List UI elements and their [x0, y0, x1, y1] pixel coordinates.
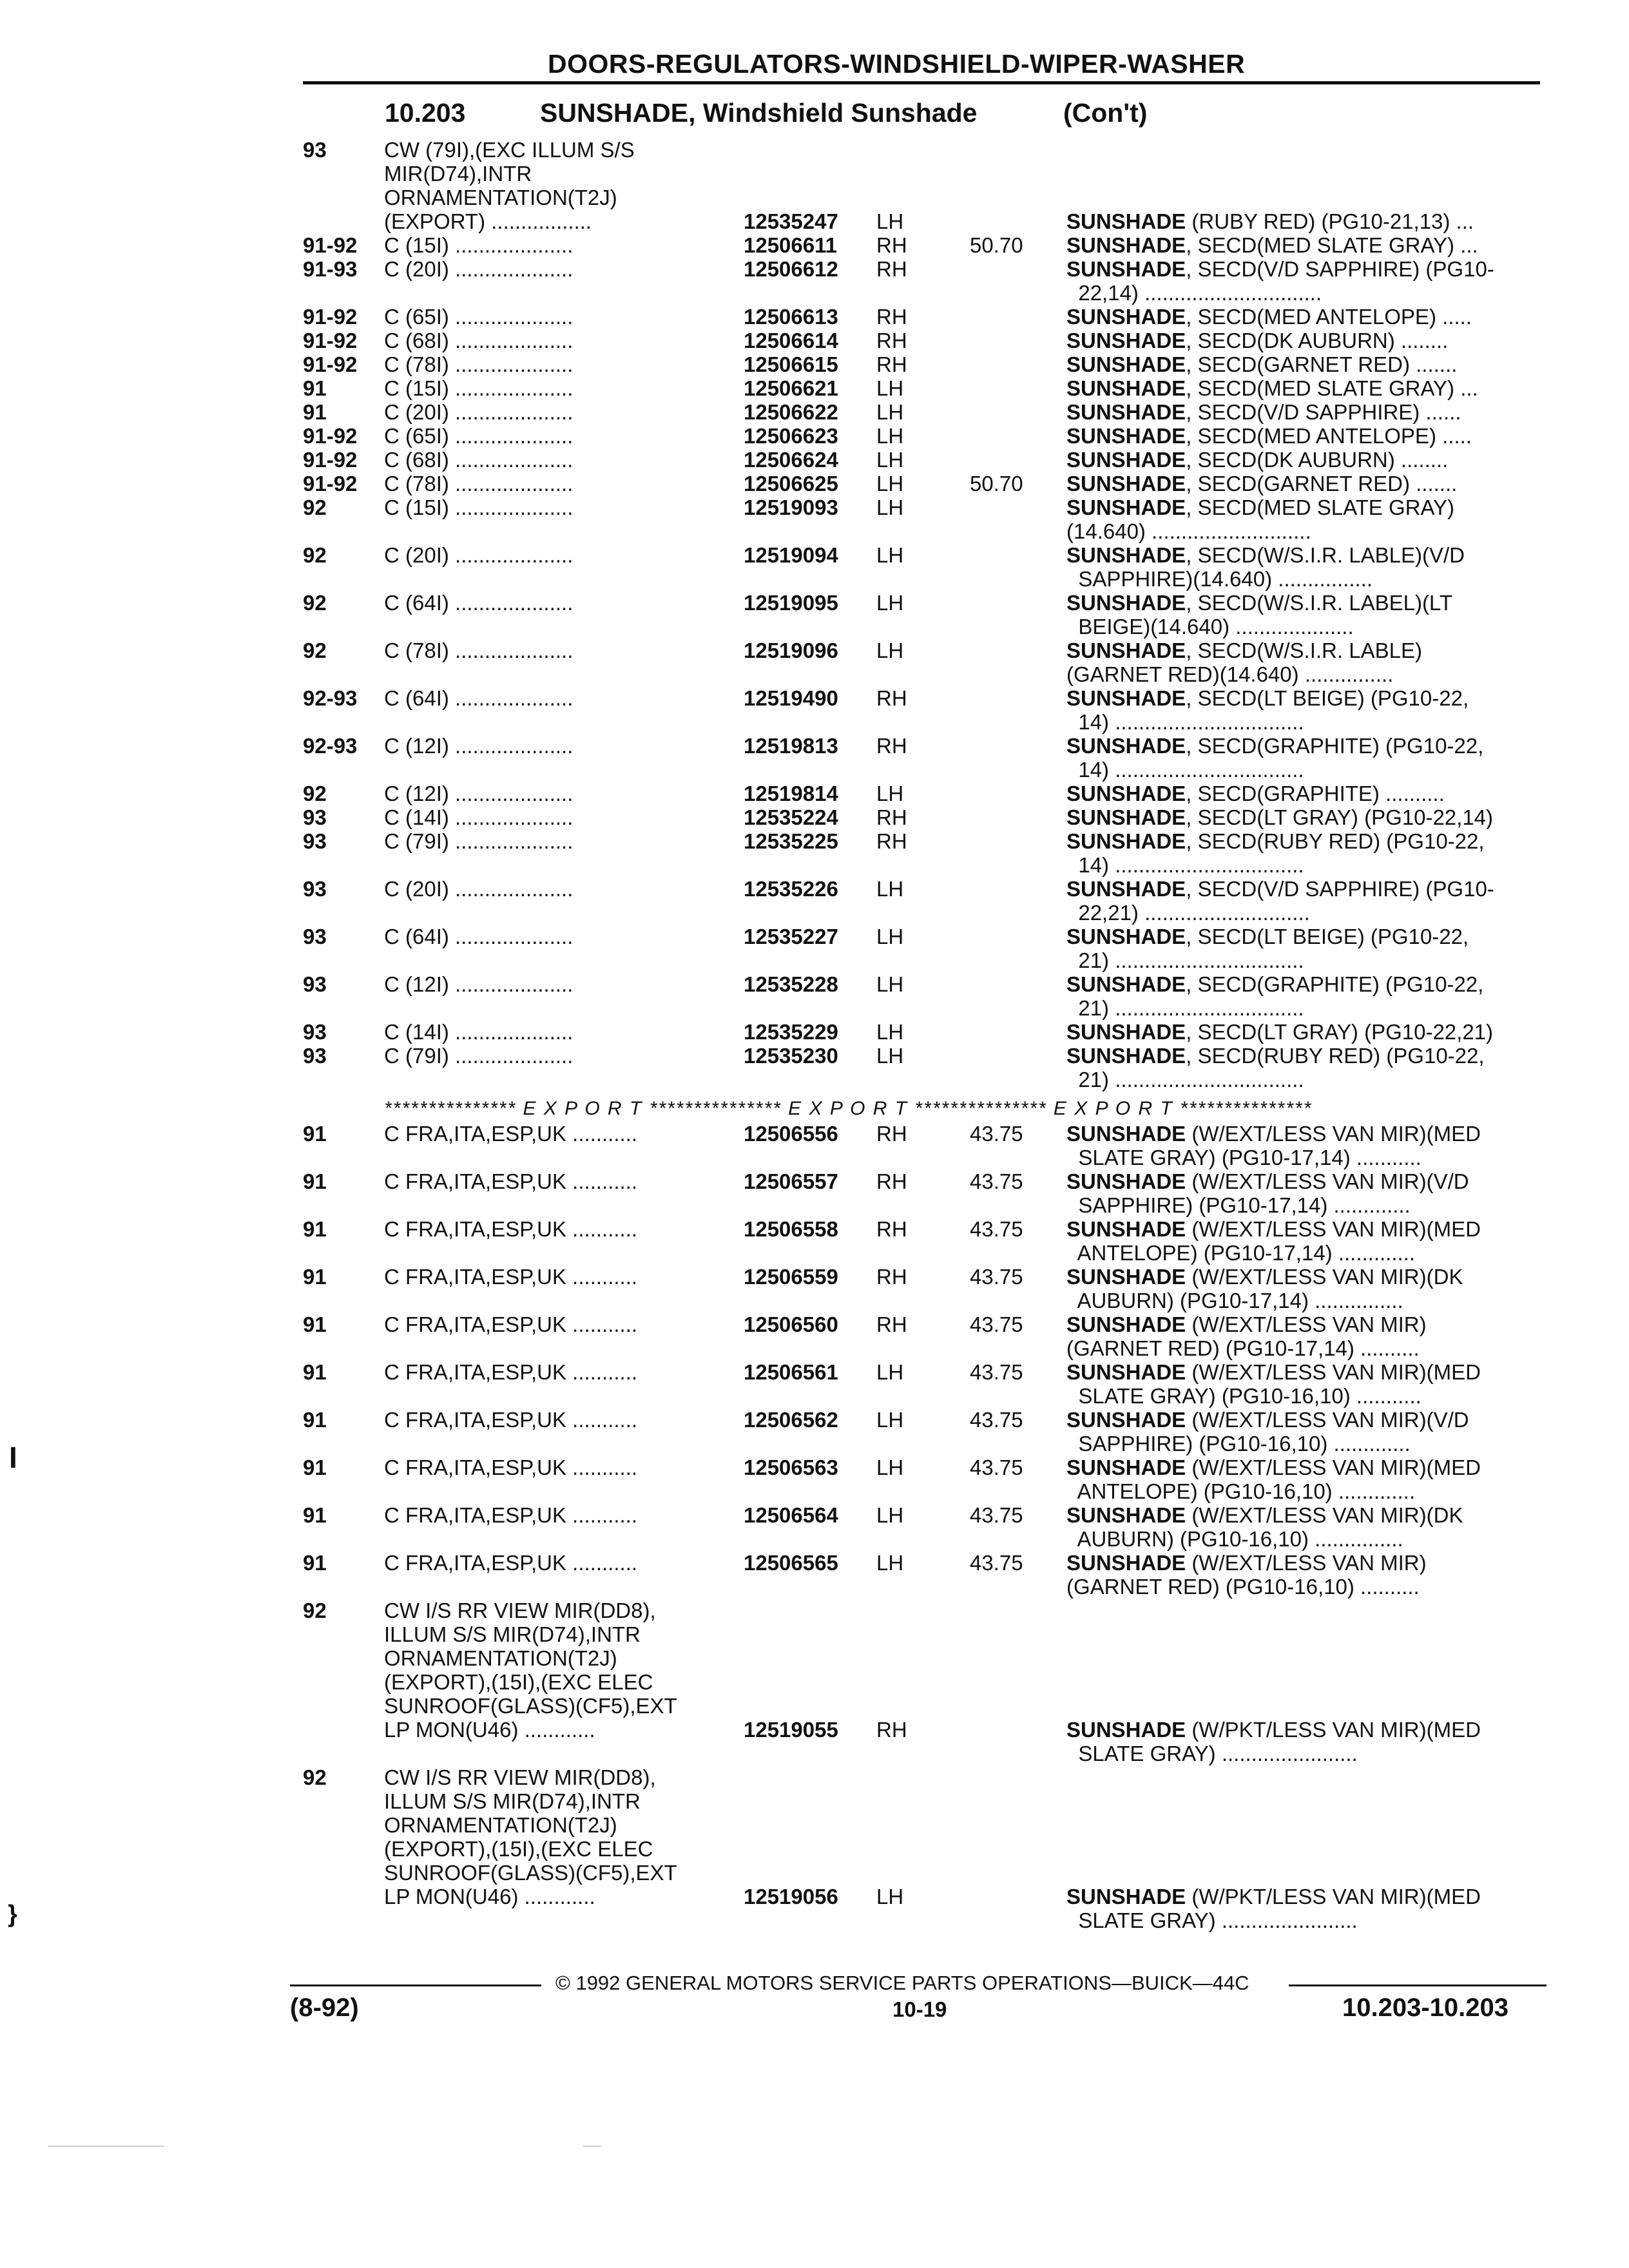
model-year: 92: [303, 1599, 327, 1622]
side-indicator: LH: [876, 972, 904, 996]
footer-rule-right: [1289, 1984, 1547, 1986]
side-indicator: LH: [876, 495, 904, 519]
side-indicator: LH: [876, 782, 904, 805]
model-year: 91: [303, 1503, 327, 1527]
description-keyword: SUNSHADE: [1066, 329, 1186, 352]
model-year: 91-92: [303, 329, 358, 352]
side-indicator: RH: [876, 329, 907, 352]
part-description: [1066, 305, 1543, 329]
model-year: 91: [303, 400, 327, 424]
model-year: 92: [303, 639, 327, 662]
part-number: 12519094: [744, 543, 838, 567]
model-usage: C FRA,ITA,ESP,UK ...........: [384, 1408, 638, 1432]
part-number: 12519096: [744, 639, 838, 662]
part-number: 12506561: [744, 1360, 838, 1384]
side-indicator: LH: [876, 877, 904, 901]
description-keyword: SUNSHADE: [1066, 1312, 1186, 1336]
part-number: 12506564: [744, 1503, 838, 1527]
part-number: 12519813: [744, 734, 838, 758]
page-header-title: DOORS-REGULATORS-WINDSHIELD-WIPER-WASHER: [548, 49, 1246, 79]
model-usage: C FRA,ITA,ESP,UK ...........: [384, 1503, 638, 1527]
description-detail: (W/EXT/LESS VAN MIR)(DK AUBURN) (PG10-17,14) ...............: [1077, 1265, 1463, 1312]
description-detail: , SECD(RUBY RED) (PG10-22, 21) ................................: [1078, 1044, 1485, 1091]
description-keyword: SUNSHADE: [1066, 805, 1186, 829]
model-usage: C FRA,ITA,ESP,UK ...........: [384, 1265, 638, 1289]
model-usage: C (79I) ....................: [384, 1044, 574, 1068]
description-detail: (W/EXT/LESS VAN MIR)(MED ANTELOPE) (PG10-17,14) .............: [1077, 1217, 1481, 1265]
part-description: [1066, 782, 1543, 805]
description-keyword: SUNSHADE: [1066, 1551, 1186, 1575]
model-usage: C (12I) ....................: [384, 734, 574, 758]
part-number: 12519095: [744, 591, 838, 615]
description-keyword: SUNSHADE: [1066, 1217, 1186, 1241]
description-keyword: SUNSHADE: [1066, 734, 1186, 758]
model-usage: C FRA,ITA,ESP,UK ...........: [384, 1551, 638, 1575]
side-indicator: RH: [876, 233, 907, 257]
part-description: [1066, 424, 1543, 448]
scan-artifact: [583, 2146, 601, 2147]
description-detail: , SECD(LT BEIGE) (PG10-22, 21) ................................: [1078, 925, 1469, 972]
description-keyword: SUNSHADE: [1066, 233, 1186, 257]
part-description: [1066, 805, 1543, 829]
model-usage: C (20I) ....................: [384, 877, 574, 901]
part-number: 12506565: [744, 1551, 838, 1575]
side-indicator: LH: [876, 1044, 904, 1068]
description-detail: (W/PKT/LESS VAN MIR)(MED SLATE GRAY) .......................: [1078, 1885, 1481, 1932]
section-continued: (Con't): [1063, 98, 1148, 128]
part-description: [1066, 1217, 1543, 1265]
part-number: 12535227: [744, 925, 838, 948]
model-usage: C (64I) ....................: [384, 686, 574, 710]
side-indicator: RH: [876, 805, 907, 829]
part-number: 12506622: [744, 400, 838, 424]
side-indicator: LH: [876, 472, 904, 495]
model-usage: C (12I) ....................: [384, 972, 574, 996]
part-number: 12535247: [744, 209, 838, 233]
description-detail: , SECD(V/D SAPPHIRE) (PG10- 22,14) ..............................: [1078, 257, 1494, 305]
description-detail: , SECD(MED SLATE GRAY) (14.640) ...........................: [1066, 495, 1455, 543]
price: 43.75: [970, 1408, 1023, 1432]
description-detail: , SECD(RUBY RED) (PG10-22, 14) ................................: [1078, 829, 1485, 877]
part-number: 12535225: [744, 829, 838, 853]
side-indicator: RH: [876, 305, 907, 329]
part-number: 12519055: [744, 1718, 838, 1742]
model-year: 91-92: [303, 448, 358, 472]
model-year: 92: [303, 1765, 327, 1789]
description-detail: (W/EXT/LESS VAN MIR) (GARNET RED) (PG10-17,14) ..........: [1066, 1312, 1427, 1360]
footer-date: (8-92): [290, 1994, 359, 2022]
description-keyword: SUNSHADE: [1066, 448, 1186, 472]
footer-section-range: 10.203-10.203: [1342, 1994, 1509, 2022]
part-number: 12535224: [744, 805, 838, 829]
part-number: 12506613: [744, 305, 838, 329]
description-detail: (RUBY RED) (PG10-21,13) ...: [1186, 209, 1474, 233]
description-keyword: SUNSHADE: [1066, 376, 1186, 400]
side-indicator: LH: [876, 639, 904, 662]
model-year: 91-92: [303, 305, 358, 329]
model-year: 93: [303, 138, 327, 162]
part-number: 12506612: [744, 257, 838, 281]
side-indicator: LH: [876, 1456, 904, 1479]
model-year: 91-92: [303, 233, 358, 257]
part-description: [1066, 376, 1543, 400]
model-usage: C (14I) ....................: [384, 1020, 574, 1044]
model-usage: C FRA,ITA,ESP,UK ...........: [384, 1360, 638, 1384]
description-detail: (W/EXT/LESS VAN MIR)(V/D SAPPHIRE) (PG10-17,14) .............: [1078, 1169, 1469, 1217]
header-rule: [303, 81, 1540, 84]
model-year: 91-92: [303, 472, 358, 495]
model-year: 93: [303, 925, 327, 948]
part-description: [1066, 591, 1543, 639]
description-detail: , SECD(GARNET RED) .......: [1186, 472, 1458, 495]
part-description: [1066, 495, 1543, 543]
part-description: [1066, 1169, 1543, 1217]
model-usage: C (65I) ....................: [384, 305, 574, 329]
side-indicator: RH: [876, 1122, 907, 1146]
model-year: 91: [303, 1217, 327, 1241]
export-band: *************** E X P O R T *************** E X P O R T *************** E X P O R T ***************: [384, 1098, 1313, 1119]
side-indicator: LH: [876, 1408, 904, 1432]
part-description: [1066, 1456, 1543, 1503]
footer-copyright: © 1992 GENERAL MOTORS SERVICE PARTS OPERATIONS—BUICK—44C: [555, 1972, 1249, 1994]
part-description: [1066, 1408, 1543, 1456]
description-keyword: SUNSHADE: [1066, 543, 1186, 567]
description-keyword: SUNSHADE: [1066, 1408, 1186, 1432]
model-usage: C (15I) ....................: [384, 495, 574, 519]
price: 43.75: [970, 1217, 1023, 1241]
part-description: [1066, 209, 1543, 233]
description-detail: , SECD(W/S.I.R. LABLE) (GARNET RED)(14.640) ...............: [1066, 639, 1422, 686]
side-indicator: RH: [876, 686, 907, 710]
description-detail: , SECD(LT GRAY) (PG10-22,14): [1186, 805, 1494, 829]
part-description: [1066, 1885, 1543, 1932]
part-description: [1066, 734, 1543, 782]
price: 43.75: [970, 1122, 1023, 1146]
side-indicator: LH: [876, 1885, 904, 1908]
model-usage: C (15I) ....................: [384, 376, 574, 400]
part-number: 12506623: [744, 424, 838, 448]
part-number: 12506559: [744, 1265, 838, 1289]
description-detail: , SECD(GARNET RED) .......: [1186, 352, 1458, 376]
model-usage: C (14I) ....................: [384, 805, 574, 829]
model-year: 91-92: [303, 424, 358, 448]
description-detail: , SECD(MED SLATE GRAY) ...: [1186, 233, 1478, 257]
side-indicator: RH: [876, 352, 907, 376]
model-year: 92-93: [303, 734, 358, 758]
model-year: 92: [303, 543, 327, 567]
footer-rule-left: [290, 1984, 541, 1986]
model-year: 92: [303, 591, 327, 615]
model-usage: C (20I) ....................: [384, 400, 574, 424]
price: 43.75: [970, 1551, 1023, 1575]
part-number: 12506556: [744, 1122, 838, 1146]
part-number: 12506624: [744, 448, 838, 472]
part-description: [1066, 686, 1543, 734]
description-detail: (W/EXT/LESS VAN MIR) (GARNET RED) (PG10-16,10) ..........: [1066, 1551, 1427, 1599]
part-number: 12506611: [744, 233, 838, 257]
side-indicator: RH: [876, 1217, 907, 1241]
description-detail: (W/EXT/LESS VAN MIR)(DK AUBURN) (PG10-16,10) ...............: [1077, 1503, 1463, 1551]
description-detail: , SECD(MED SLATE GRAY) ...: [1186, 376, 1478, 400]
price: 43.75: [970, 1265, 1023, 1289]
part-number: 12519490: [744, 686, 838, 710]
description-detail: , SECD(GRAPHITE) (PG10-22, 14) ................................: [1078, 734, 1484, 782]
part-description: [1066, 543, 1543, 591]
part-number: 12506621: [744, 376, 838, 400]
model-usage: C (68I) ....................: [384, 448, 574, 472]
description-detail: , SECD(DK AUBURN) ........: [1186, 448, 1449, 472]
description-detail: , SECD(MED ANTELOPE) .....: [1186, 424, 1472, 448]
part-description: [1066, 925, 1543, 972]
description-keyword: SUNSHADE: [1066, 495, 1186, 519]
model-year: 92: [303, 782, 327, 805]
model-year: 92: [303, 495, 327, 519]
side-indicator: LH: [876, 448, 904, 472]
model-year: 92-93: [303, 686, 358, 710]
description-keyword: SUNSHADE: [1066, 305, 1186, 329]
part-number: 12506558: [744, 1217, 838, 1241]
description-keyword: SUNSHADE: [1066, 639, 1186, 662]
side-indicator: RH: [876, 1169, 907, 1193]
price: 50.70: [970, 233, 1023, 257]
model-usage: C (78I) ....................: [384, 472, 574, 495]
part-description: [1066, 1718, 1543, 1765]
model-year: 91: [303, 1551, 327, 1575]
description-detail: , SECD(W/S.I.R. LABEL)(LT BEIGE)(14.640) ....................: [1078, 591, 1452, 639]
description-detail: , SECD(DK AUBURN) ........: [1186, 329, 1449, 352]
model-usage: C FRA,ITA,ESP,UK ...........: [384, 1169, 638, 1193]
part-number: 12535230: [744, 1044, 838, 1068]
section-number: 10.203: [385, 98, 466, 128]
part-description: [1066, 448, 1543, 472]
description-keyword: SUNSHADE: [1066, 686, 1186, 710]
description-keyword: SUNSHADE: [1066, 1360, 1186, 1384]
part-description: [1066, 1265, 1543, 1312]
model-usage: C FRA,ITA,ESP,UK ...........: [384, 1312, 638, 1336]
part-number: 12519056: [744, 1885, 838, 1908]
part-description: [1066, 1044, 1543, 1091]
part-number: 12506557: [744, 1169, 838, 1193]
description-detail: , SECD(GRAPHITE) ..........: [1186, 782, 1445, 805]
side-indicator: LH: [876, 1503, 904, 1527]
model-year: 93: [303, 1020, 327, 1044]
price: 43.75: [970, 1456, 1023, 1479]
description-keyword: SUNSHADE: [1066, 257, 1186, 281]
description-keyword: SUNSHADE: [1066, 925, 1186, 948]
side-indicator: LH: [876, 543, 904, 567]
description-detail: , SECD(V/D SAPPHIRE) (PG10- 22,21) ............................: [1078, 877, 1494, 925]
description-keyword: SUNSHADE: [1066, 424, 1186, 448]
description-keyword: SUNSHADE: [1066, 1718, 1186, 1742]
description-keyword: SUNSHADE: [1066, 209, 1186, 233]
description-detail: , SECD(GRAPHITE) (PG10-22, 21) ................................: [1078, 972, 1484, 1020]
description-detail: , SECD(W/S.I.R. LABLE)(V/D SAPPHIRE)(14.640) ................: [1078, 543, 1465, 591]
margin-mark: }: [8, 1901, 17, 1928]
part-description: [1066, 1503, 1543, 1551]
model-year: 91: [303, 1312, 327, 1336]
part-description: [1066, 639, 1543, 686]
model-usage: C (20I) ....................: [384, 257, 574, 281]
side-indicator: LH: [876, 1020, 904, 1044]
model-year: 91: [303, 1360, 327, 1384]
part-description: [1066, 1360, 1543, 1408]
description-detail: , SECD(LT GRAY) (PG10-22,21): [1186, 1020, 1494, 1044]
side-indicator: LH: [876, 591, 904, 615]
description-keyword: SUNSHADE: [1066, 1044, 1186, 1068]
model-year: 93: [303, 972, 327, 996]
model-usage: C (78I) ....................: [384, 639, 574, 662]
price: 43.75: [970, 1360, 1023, 1384]
model-usage: CW I/S RR VIEW MIR(DD8), ILLUM S/S MIR(D74),INTR ORNAMENTATION(T2J) (EXPORT),(15I),(EXC ELEC SUNROOF(GLASS)(CF5),EXT LP MON(U46) ............: [384, 1765, 677, 1908]
part-description: [1066, 329, 1543, 352]
model-usage: C FRA,ITA,ESP,UK ...........: [384, 1122, 638, 1146]
side-indicator: RH: [876, 829, 907, 853]
part-description: [1066, 352, 1543, 376]
model-year: 93: [303, 805, 327, 829]
description-detail: (W/PKT/LESS VAN MIR)(MED SLATE GRAY) .......................: [1078, 1718, 1481, 1765]
margin-mark: I: [9, 1441, 17, 1474]
description-detail: , SECD(LT BEIGE) (PG10-22, 14) ................................: [1078, 686, 1469, 734]
model-usage: C (20I) ....................: [384, 543, 574, 567]
part-description: [1066, 1122, 1543, 1169]
price: 50.70: [970, 472, 1023, 495]
description-keyword: SUNSHADE: [1066, 1456, 1186, 1479]
part-description: [1066, 1551, 1543, 1599]
side-indicator: RH: [876, 1265, 907, 1289]
model-usage: C (64I) ....................: [384, 925, 574, 948]
model-year: 93: [303, 829, 327, 853]
description-keyword: SUNSHADE: [1066, 1169, 1186, 1193]
part-description: [1066, 257, 1543, 305]
part-number: 12535229: [744, 1020, 838, 1044]
model-usage: C FRA,ITA,ESP,UK ...........: [384, 1217, 638, 1241]
side-indicator: LH: [876, 209, 904, 233]
part-description: [1066, 972, 1543, 1020]
side-indicator: LH: [876, 400, 904, 424]
model-year: 91: [303, 376, 327, 400]
description-keyword: SUNSHADE: [1066, 1503, 1186, 1527]
side-indicator: LH: [876, 925, 904, 948]
description-detail: (W/EXT/LESS VAN MIR)(MED ANTELOPE) (PG10-16,10) .............: [1077, 1456, 1481, 1503]
description-detail: , SECD(MED ANTELOPE) .....: [1186, 305, 1472, 329]
model-year: 93: [303, 877, 327, 901]
model-usage: CW I/S RR VIEW MIR(DD8), ILLUM S/S MIR(D74),INTR ORNAMENTATION(T2J) (EXPORT),(15I),(EXC ELEC SUNROOF(GLASS)(CF5),EXT LP MON(U46) ............: [384, 1599, 677, 1742]
description-keyword: SUNSHADE: [1066, 1020, 1186, 1044]
part-number: 12506625: [744, 472, 838, 495]
side-indicator: RH: [876, 1718, 907, 1742]
side-indicator: LH: [876, 1551, 904, 1575]
part-number: 12506562: [744, 1408, 838, 1432]
description-keyword: SUNSHADE: [1066, 352, 1186, 376]
side-indicator: RH: [876, 734, 907, 758]
part-number: 12535226: [744, 877, 838, 901]
model-usage: C (15I) ....................: [384, 233, 574, 257]
part-description: [1066, 1312, 1543, 1360]
part-description: [1066, 877, 1543, 925]
price: 43.75: [970, 1503, 1023, 1527]
model-usage: C (68I) ....................: [384, 329, 574, 352]
model-year: 93: [303, 1044, 327, 1068]
model-year: 91: [303, 1169, 327, 1193]
model-year: 91: [303, 1456, 327, 1479]
part-number: 12519093: [744, 495, 838, 519]
part-description: [1066, 233, 1543, 257]
side-indicator: LH: [876, 376, 904, 400]
part-description: [1066, 472, 1543, 495]
model-usage: C (64I) ....................: [384, 591, 574, 615]
scan-artifact: [48, 2146, 164, 2147]
side-indicator: LH: [876, 424, 904, 448]
description-keyword: SUNSHADE: [1066, 472, 1186, 495]
side-indicator: RH: [876, 257, 907, 281]
description-detail: (W/EXT/LESS VAN MIR)(MED SLATE GRAY) (PG10-17,14) ...........: [1078, 1122, 1481, 1169]
model-year: 91: [303, 1408, 327, 1432]
description-keyword: SUNSHADE: [1066, 1885, 1186, 1908]
model-usage: C (12I) ....................: [384, 782, 574, 805]
footer-page-number: 10-19: [892, 1997, 947, 2021]
model-usage: C (79I) ....................: [384, 829, 574, 853]
description-keyword: SUNSHADE: [1066, 591, 1186, 615]
price: 43.75: [970, 1169, 1023, 1193]
model-year: 91-92: [303, 352, 358, 376]
model-usage: C (65I) ....................: [384, 424, 574, 448]
part-description: [1066, 1020, 1543, 1044]
description-keyword: SUNSHADE: [1066, 972, 1186, 996]
section-title: SUNSHADE, Windshield Sunshade: [540, 98, 978, 128]
description-keyword: SUNSHADE: [1066, 1265, 1186, 1289]
part-number: 12506615: [744, 352, 838, 376]
part-number: 12506560: [744, 1312, 838, 1336]
description-keyword: SUNSHADE: [1066, 829, 1186, 853]
part-number: 12535228: [744, 972, 838, 996]
model-usage: C FRA,ITA,ESP,UK ...........: [384, 1456, 638, 1479]
description-keyword: SUNSHADE: [1066, 782, 1186, 805]
description-detail: , SECD(V/D SAPPHIRE) ......: [1186, 400, 1461, 424]
model-year: 91: [303, 1122, 327, 1146]
description-detail: (W/EXT/LESS VAN MIR)(V/D SAPPHIRE) (PG10-16,10) .............: [1078, 1408, 1469, 1456]
model-usage: C (78I) ....................: [384, 352, 574, 376]
part-number: 12506614: [744, 329, 838, 352]
price: 43.75: [970, 1312, 1023, 1336]
part-description: [1066, 400, 1543, 424]
part-number: 12506563: [744, 1456, 838, 1479]
model-year: 91: [303, 1265, 327, 1289]
part-number: 12519814: [744, 782, 838, 805]
description-keyword: SUNSHADE: [1066, 877, 1186, 901]
description-keyword: SUNSHADE: [1066, 1122, 1186, 1146]
side-indicator: RH: [876, 1312, 907, 1336]
model-year: 91-93: [303, 257, 358, 281]
description-keyword: SUNSHADE: [1066, 400, 1186, 424]
part-description: [1066, 829, 1543, 877]
model-usage: CW (79I),(EXC ILLUM S/S MIR(D74),INTR ORNAMENTATION(T2J) (EXPORT) .................: [384, 138, 635, 233]
description-detail: (W/EXT/LESS VAN MIR)(MED SLATE GRAY) (PG10-16,10) ...........: [1078, 1360, 1481, 1408]
side-indicator: LH: [876, 1360, 904, 1384]
